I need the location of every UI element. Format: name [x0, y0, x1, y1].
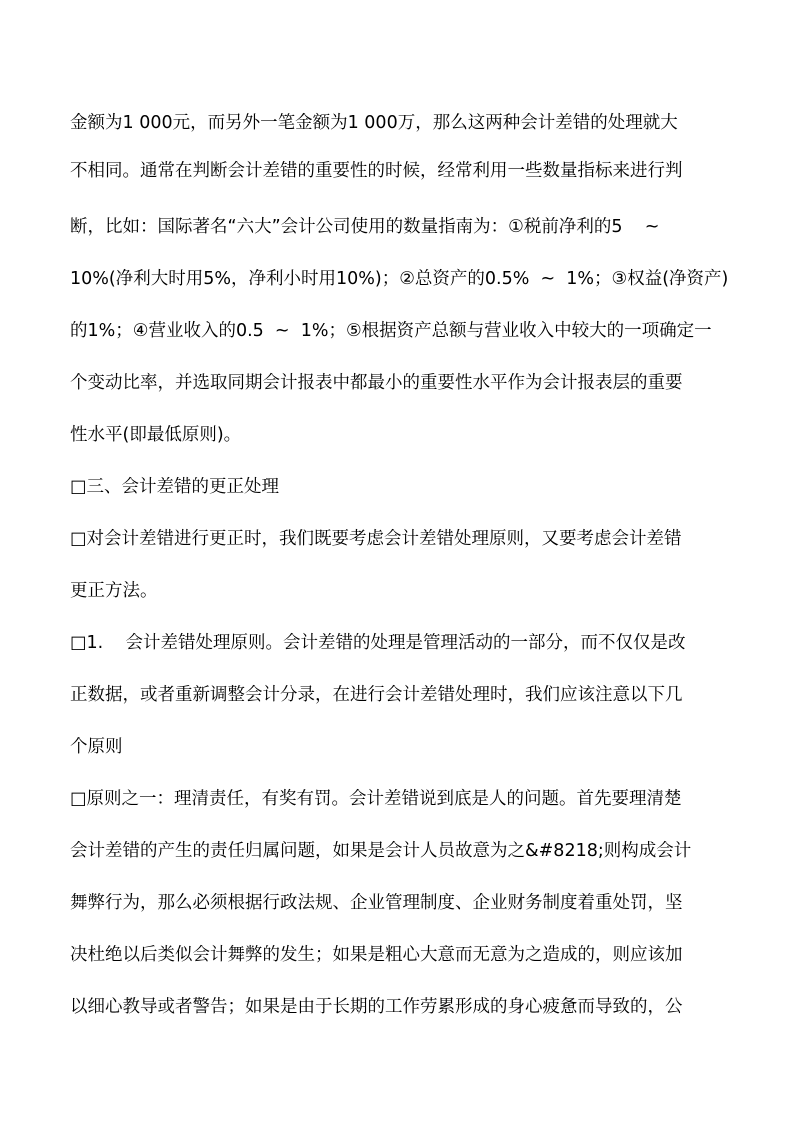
text-line-2: 不相同。通常在判断会计差错的重要性的时候，经常利用一些数量指标来进行判: [70, 161, 683, 181]
text-line-9: □对会计差错进行更正时，我们既要考虑会计差错处理原则，又要考虑会计差错: [70, 529, 682, 549]
text-line-11: □1. 会计差错处理原则。会计差错的处理是管理活动的一部分，而不仅仅是改: [70, 633, 686, 653]
text-line-5: 的1%；④营业收入的0.5 ~ 1%；⑤根据资产总额与营业收入中较大的一项确定一: [70, 321, 712, 341]
text-line-13: 个原则: [70, 737, 123, 757]
text-line-4: 10%(净利大时用5%，净利小时用10%)；②总资产的0.5% ~ 1%；③权益(净资产): [70, 269, 729, 289]
text-line-7: 性水平(即最低原则)。: [70, 425, 242, 445]
section-heading: □三、会计差错的更正处理: [70, 477, 280, 497]
text-line-10: 更正方法。: [70, 581, 158, 601]
text-line-14: □原则之一：理清责任，有奖有罚。会计差错说到底是人的问题。首先要理清楚: [70, 789, 682, 809]
text-line-16: 舞弊行为，那么必须根据行政法规、企业管理制度、企业财务制度着重处罚，坚: [70, 893, 683, 913]
text-line-15: 会计差错的产生的责任归属问题，如果是会计人员故意为之&#8218;则构成会计: [70, 841, 692, 861]
text-line-3: 断，比如：国际著名“六大”会计公司使用的数量指南为：①税前净利的5 ~: [70, 217, 660, 237]
text-line-6: 个变动比率，并选取同期会计报表中都最小的重要性水平作为会计报表层的重要: [70, 373, 683, 393]
text-line-1: 金额为1 000元，而另外一笔金额为1 000万，那么这两种会计差错的处理就大: [70, 113, 678, 133]
text-line-12: 正数据，或者重新调整会计分录，在进行会计差错处理时，我们应该注意以下几: [70, 685, 683, 705]
text-line-18: 以细心教导或者警告；如果是由于长期的工作劳累形成的身心疲惫而导致的，公: [70, 997, 683, 1017]
text-line-17: 决杜绝以后类似会计舞弊的发生；如果是粗心大意而无意为之造成的，则应该加: [70, 945, 683, 965]
